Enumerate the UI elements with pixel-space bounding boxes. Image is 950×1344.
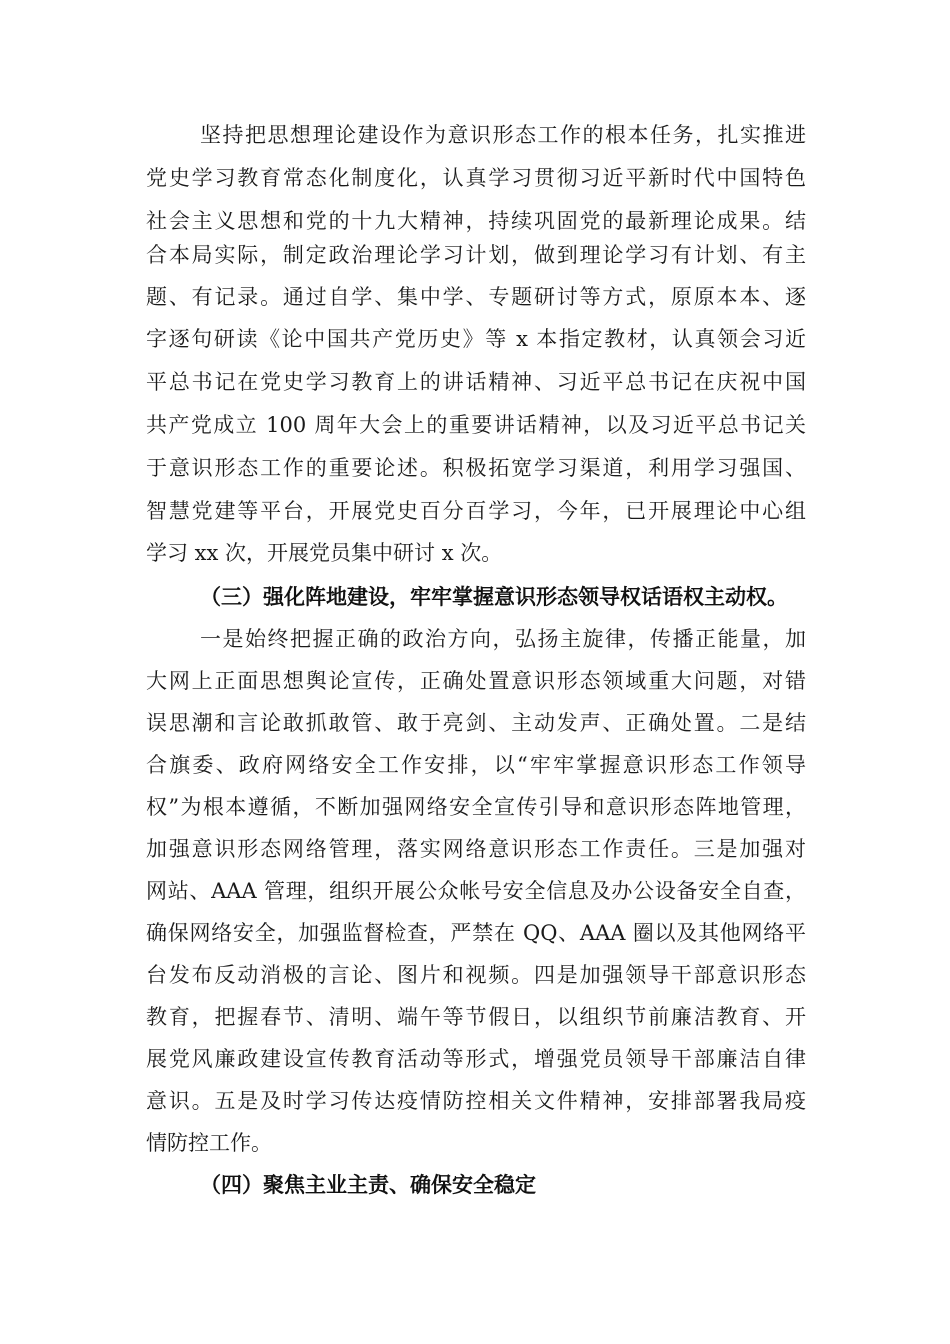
paragraph2-line: 大网上正面思想舆论宣传，正确处置意识形态领域重大问题，对错 (146, 669, 806, 693)
paragraph1-line: 社会主义思想和党的十九大精神，持续巩固党的最新理论成果。结 (146, 209, 806, 233)
paragraph1-line: 学习 xx 次，开展党员集中研讨 x 次。 (146, 541, 503, 565)
paragraph1-line: 于意识形态工作的重要论述。积极拓宽学习渠道，利用学习强国、 (146, 456, 806, 480)
paragraph2-line: 意识。五是及时学习传达疫情防控相关文件精神，安排部署我局疫 (146, 1089, 806, 1113)
paragraph2-line: 权”为根本遵循，不断加强网络安全宣传引导和意识形态阵地管理， (146, 795, 806, 819)
paragraph1-line: 题、有记录。通过自学、集中学、专题研讨等方式，原原本本、逐 (146, 285, 806, 309)
paragraph2-line: 一是始终把握正确的政治方向，弘扬主旋律，传播正能量，加 (200, 627, 806, 651)
paragraph1-line: 字逐句研读《论中国共产党历史》等 x 本指定教材，认真领会习近 (146, 327, 806, 351)
paragraph1-line: 坚持把思想理论建设作为意识形态工作的根本任务，扎实推进 (200, 123, 806, 147)
paragraph2-line: 误思潮和言论敢抓敢管、敢于亮剑、主动发声、正确处置。二是结 (146, 711, 806, 735)
paragraph2-line: 加强意识形态网络管理，落实网络意识形态工作责任。三是加强对 (146, 837, 806, 861)
section-heading-3: （三）强化阵地建设，牢牢掌握意识形态领导权话语权主动权。 (200, 585, 788, 609)
paragraph1-line: 党史学习教育常态化制度化，认真学习贯彻习近平新时代中国特色 (146, 166, 806, 190)
paragraph1-line: 平总书记在党史学习教育上的讲话精神、习近平总书记在庆祝中国 (146, 370, 806, 394)
paragraph2-line: 合旗委、政府网络安全工作安排，以“牢牢掌握意识形态工作领导 (146, 753, 806, 777)
paragraph2-line: 网站、AAA 管理，组织开展公众帐号安全信息及办公设备安全自查， (146, 879, 806, 903)
paragraph2-line: 教育，把握春节、清明、端午等节假日，以组织节前廉洁教育、开 (146, 1005, 806, 1029)
paragraph1-line: 智慧党建等平台，开展党史百分百学习，今年，已开展理论中心组 (146, 499, 806, 523)
paragraph2-line: 确保网络安全，加强监督检查，严禁在 QQ、AAA 圈以及其他网络平 (146, 921, 806, 945)
section-heading-4: （四）聚焦主业主责、确保安全稳定 (200, 1173, 536, 1197)
paragraph2-line: 情防控工作。 (146, 1131, 272, 1155)
paragraph2-line: 展党风廉政建设宣传教育活动等形式，增强党员领导干部廉洁自律 (146, 1047, 806, 1071)
paragraph1-line: 合本局实际，制定政治理论学习计划，做到理论学习有计划、有主 (146, 243, 806, 267)
paragraph1-line: 共产党成立 100 周年大会上的重要讲话精神，以及习近平总书记关 (146, 413, 806, 437)
paragraph2-line: 台发布反动消极的言论、图片和视频。四是加强领导干部意识形态 (146, 963, 806, 987)
